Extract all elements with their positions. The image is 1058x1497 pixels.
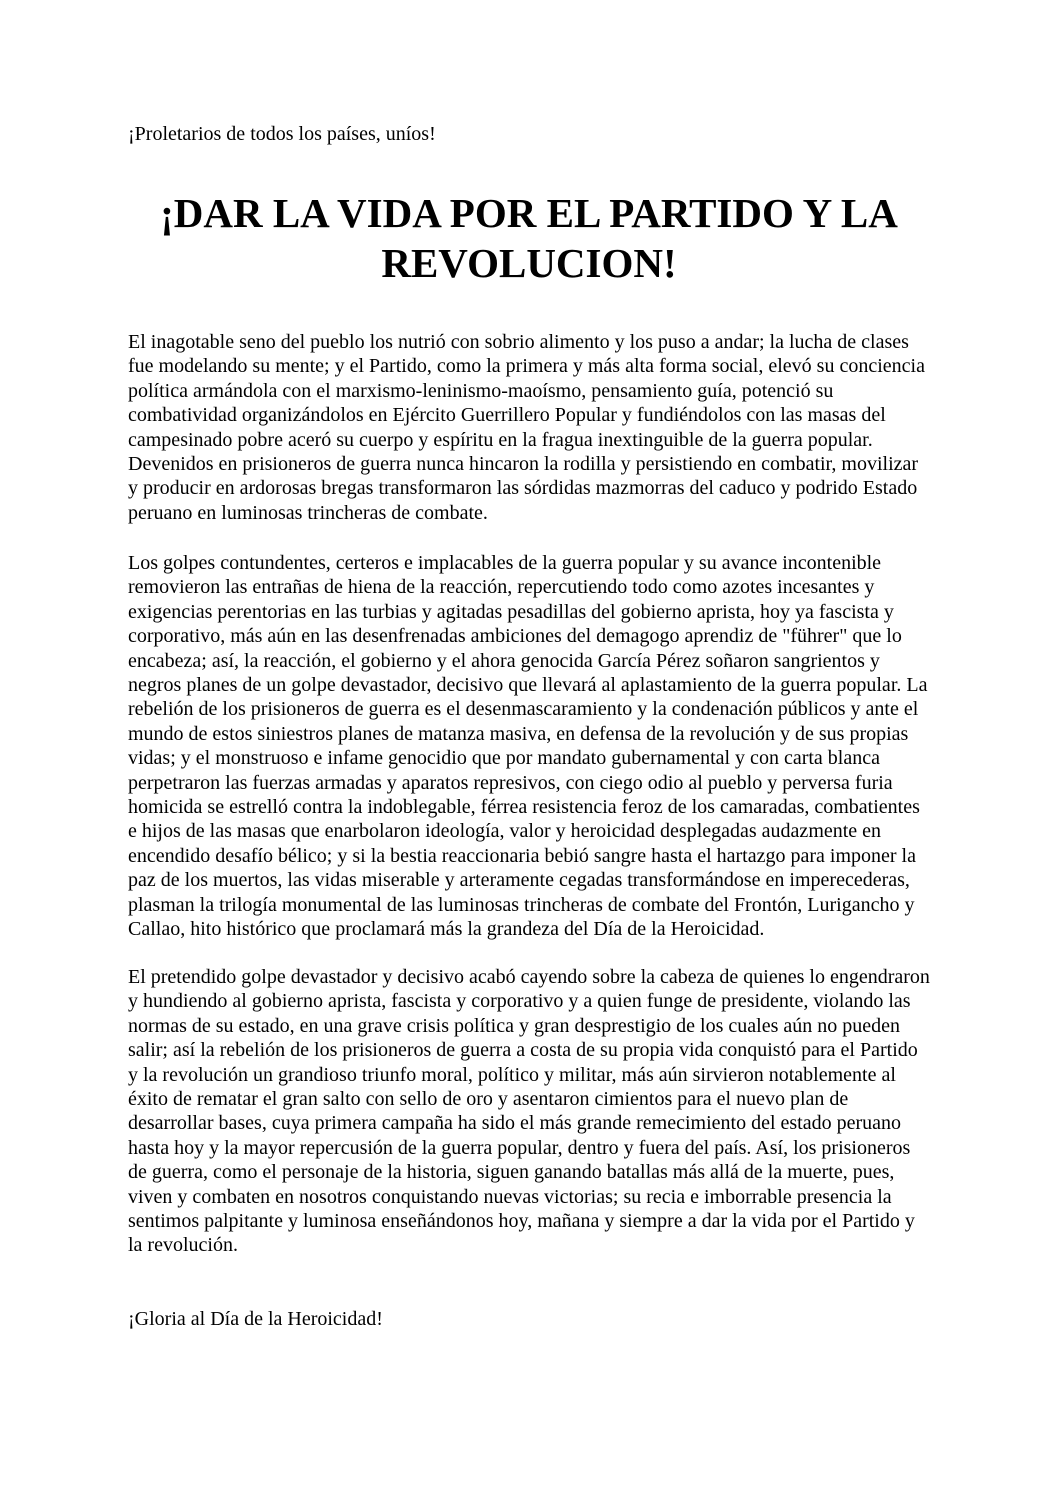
text-line: viven y combaten en nosotros conquistando nuevas victorias; su recia e imborrable presencia la [128, 1185, 892, 1208]
text-line: homicida se estrelló contra la indoblegable, férrea resistencia feroz de los camaradas, combatientes [128, 796, 920, 819]
text-line: El inagotable seno del pueblo los nutrió con sobrio alimento y los puso a andar; la lucha de clases [128, 331, 909, 353]
text-line: rebelión de los prisioneros de guerra es el desenmascaramiento y la condenación públicos y ante el [128, 698, 919, 721]
text-line: encabeza; así, la reacción, el gobierno y el ahora genocida García Pérez soñaron sangrientos y [128, 649, 880, 672]
text-line: mundo de estos siniestros planes de matanza masiva, en defensa de la revolución y de sus propias [128, 722, 909, 745]
text-line: plasman la trilogía monumental de las luminosas trincheras de combate del Frontón, Lurigancho y [128, 893, 915, 916]
text-line: política armándola con el marxismo-leninismo-maoísmo, pensamiento guía, potenció su [128, 379, 834, 402]
text-line: El pretendido golpe devastador y decisivo acabó cayendo sobre la cabeza de quienes lo engendraron [128, 966, 930, 988]
text-line: exigencias perentorias en las turbias y agitadas pesadillas del gobierno aprista, hoy ya fascista y [128, 600, 894, 623]
text-line: y producir en ardorosas bregas transformaron las sórdidas mazmorras del caduco y podrido Estado [128, 477, 918, 500]
document-title [90, 188, 968, 288]
text-line: Callao, hito histórico que proclamará más la grandeza del Día de la Heroicidad. [128, 918, 765, 941]
text-line: salir; así la rebelión de los prisioneros de guerra a costa de su propia vida conquistó para el Partido [128, 1039, 918, 1062]
text-line: normas de su estado, en una grave crisis política y gran desprestigio de los cuales aún no pueden [128, 1014, 901, 1037]
title-line: ¡DAR LA VIDA POR EL PARTIDO Y LA [160, 190, 898, 236]
title-line: REVOLUCION! [381, 240, 677, 286]
text-line: fue modelando su mente; y el Partido, como la primera y más alta forma social, elevó su conciencia [128, 355, 925, 378]
text-line: peruano en luminosas trincheras de combate. [128, 501, 488, 524]
text-line: y la revolución un grandioso triunfo moral, político y militar, más aún sirvieron notablemente al [128, 1063, 896, 1086]
paragraph [128, 965, 1008, 1258]
text-line: la revolución. [128, 1234, 238, 1257]
text-line: vidas; y el monstruoso e infame genocidio que por mandato gubernamental y con carta blanca [128, 747, 880, 770]
text-line: hasta hoy y la mayor repercusión de la guerra popular, dentro y fuera del país. Así, los prisioneros [128, 1136, 911, 1159]
text-line: Los golpes contundentes, certeros e implacables de la guerra popular y su avance incontenible [128, 552, 882, 574]
text-line: encendido desafío bélico; y si la bestia reaccionaria bebió sangre hasta el hartazgo para imponer la [128, 844, 916, 867]
text-line: removieron las entrañas de hiena de la reacción, repercutiendo todo como azotes incesantes y [128, 576, 875, 599]
text-line: Devenidos en prisioneros de guerra nunca hincaron la rodilla y persistiendo en combatir, movilizar [128, 453, 919, 476]
text-line: corporativo, más aún en las desenfrenadas ambiciones del demagogo aprendiz de "führer" que lo [128, 625, 902, 648]
text-line: desarrollar bases, cuya primera campaña ha sido el más grande remecimiento del estado peruano [128, 1112, 902, 1135]
paragraph [128, 551, 1008, 942]
text-line: éxito de rematar el gran salto con sello de oro y asentaron cimientos para el nuevo plan de [128, 1088, 849, 1111]
text-line: paz de los muertos, las vidas miserable y arteramente cegadas transformándose en imperecederas, [128, 869, 910, 892]
text-line: negros planes de un golpe devastador, decisivo que llevará al aplastamiento de la guerra popular. La [128, 674, 928, 697]
text-line: campesinado pobre aceró su cuerpo y espíritu en la fragua inextinguible de la guerra popular. [128, 428, 873, 451]
slogan-line: ¡Proletarios de todos los países, uníos! [128, 123, 436, 145]
paragraph [128, 330, 1008, 525]
text-line: perpetraron las fuerzas armadas y aparatos represivos, con ciego odio al pueblo y perversa furia [128, 771, 893, 794]
text-line: combatividad organizándolos en Ejército Guerrillero Popular y fundiéndolos con las masas del [128, 404, 886, 427]
text-line: de guerra, como el personaje de la historia, siguen ganando batallas más allá de la muerte, pues, [128, 1161, 895, 1184]
text-line: e hijos de las masas que enarbolaron ideología, valor y heroicidad desplegadas audazmente en [128, 820, 882, 843]
closing-line: ¡Gloria al Día de la Heroicidad! [128, 1308, 383, 1330]
text-line: sentimos palpitante y luminosa enseñándonos hoy, mañana y siempre a dar la vida por el Partido y [128, 1210, 915, 1233]
text-line: y hundiendo al gobierno aprista, fascista y corporativo y a quien funge de presidente, violando las [128, 990, 911, 1013]
